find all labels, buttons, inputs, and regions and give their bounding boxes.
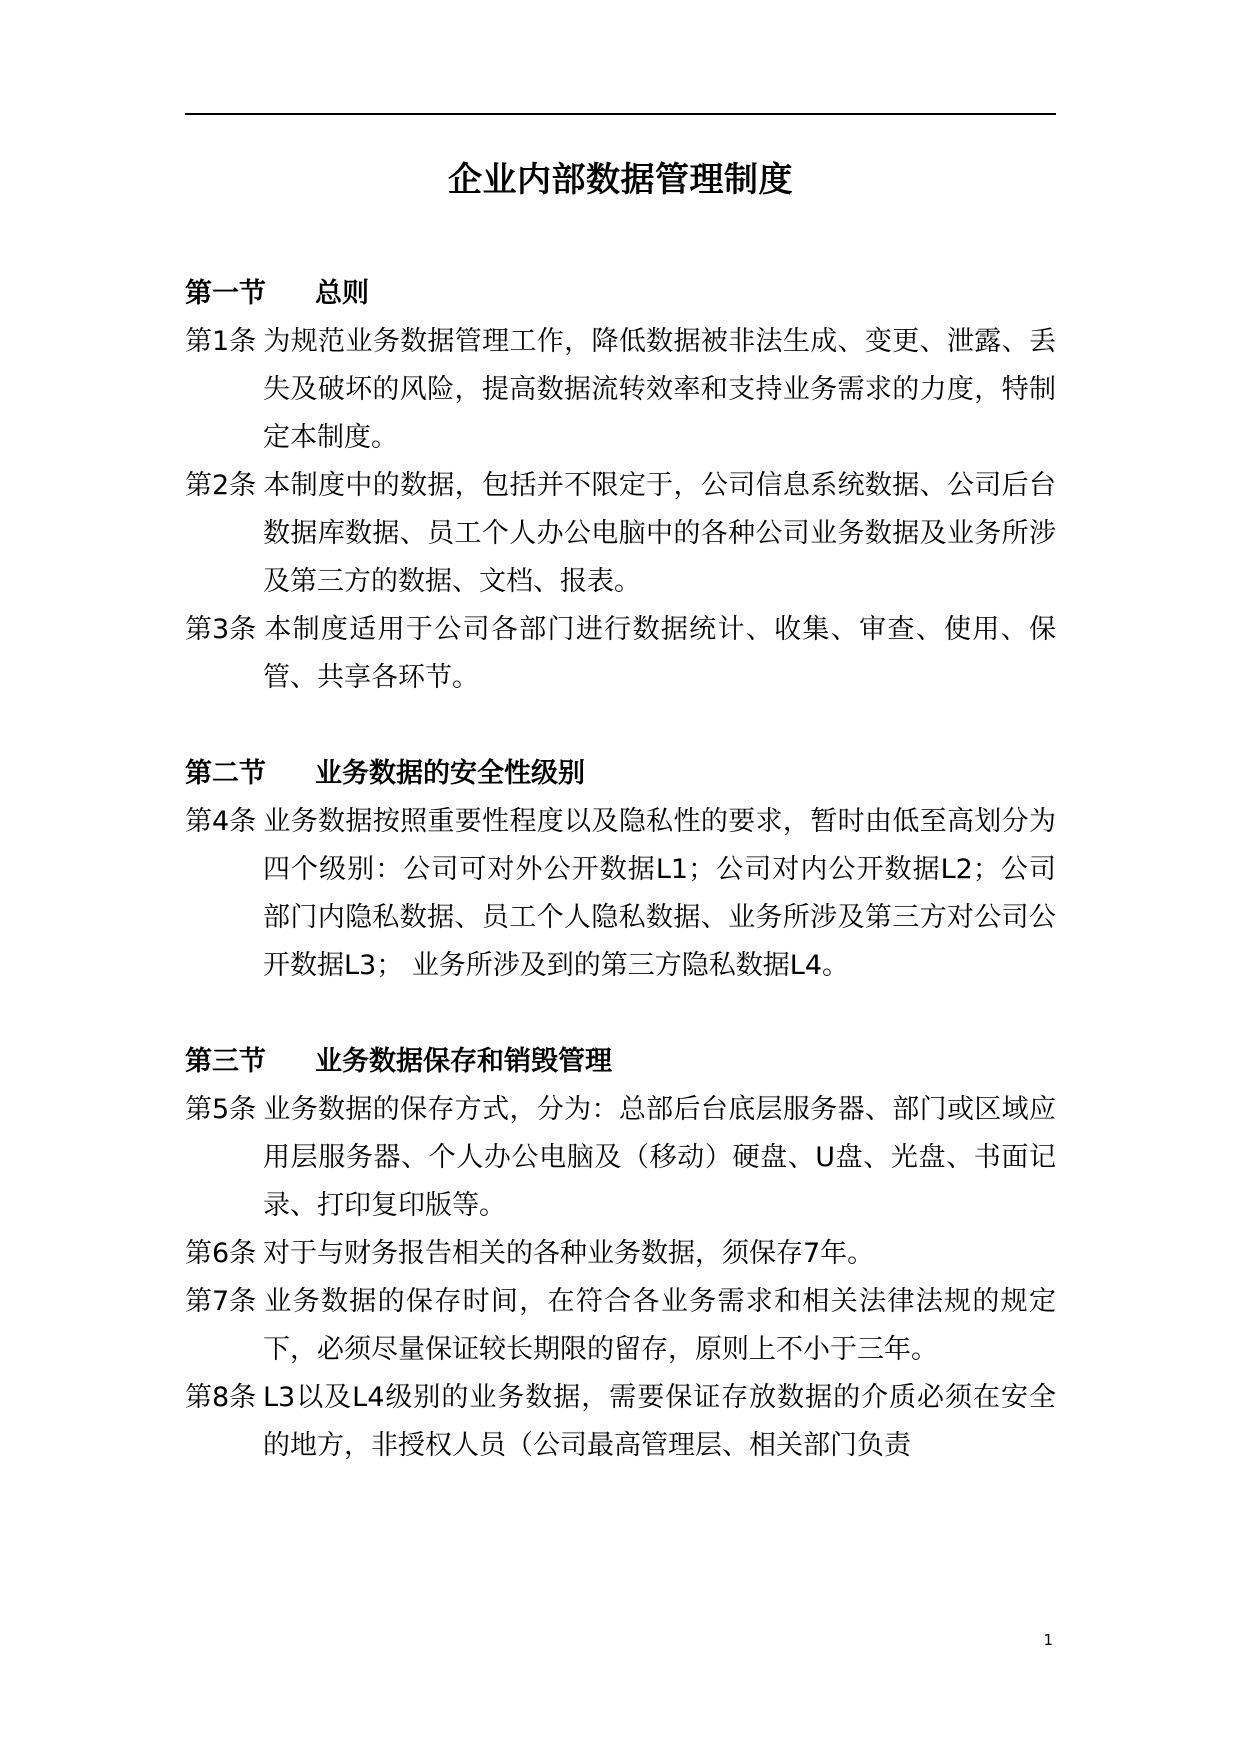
section-heading (185, 750, 1056, 798)
article-text: 业务数据按照重要性程度以及隐私性的要求，暂时由低至高划分为四个级别：公司可对外公开数据L1；公司对内公开数据L2；公司部门内隐私数据、员工个人隐私数据、业务所涉及第三方对公司公开数据L3； 业务所涉及到的第三方隐私数据L4。 (263, 806, 1056, 981)
article-7 (185, 1278, 1056, 1374)
section-general (185, 270, 1056, 702)
article-5 (185, 1086, 1056, 1230)
article-8 (185, 1374, 1056, 1470)
article-number: 第2条 (185, 470, 257, 501)
section-title: 总则 (315, 278, 369, 309)
article-text: 对于与财务报告相关的各种业务数据，须保存7年。 (263, 1238, 875, 1269)
article-text: L3以及L4级别的业务数据，需要保证存放数据的介质必须在安全的地方，非授权人员（公司最高管理层、相关部门负责 (263, 1382, 1056, 1461)
section-number: 第二节 (185, 758, 266, 789)
section-heading (185, 1038, 1056, 1086)
page-number: 1 (1043, 1631, 1053, 1649)
article-number: 第6条 (185, 1238, 257, 1269)
section-title: 业务数据保存和销毁管理 (315, 1046, 612, 1077)
article-3 (185, 606, 1056, 702)
section-number: 第三节 (185, 1046, 266, 1077)
article-number: 第3条 (185, 614, 257, 645)
article-text: 本制度中的数据，包括并不限定于，公司信息系统数据、公司后台数据库数据、员工个人办公电脑中的各种公司业务数据及业务所涉及第三方的数据、文档、报表。 (263, 470, 1056, 597)
article-6 (185, 1230, 1056, 1278)
article-number: 第5条 (185, 1094, 257, 1125)
section-number: 第一节 (185, 278, 266, 309)
header-rule (185, 113, 1056, 115)
article-text: 为规范业务数据管理工作，降低数据被非法生成、变更、泄露、丢失及破坏的风险，提高数据流转效率和支持业务需求的力度，特制定本制度。 (263, 326, 1056, 453)
article-text: 本制度适用于公司各部门进行数据统计、收集、审查、使用、保管、共享各环节。 (263, 614, 1056, 693)
article-4 (185, 798, 1056, 990)
section-title: 业务数据的安全性级别 (315, 758, 585, 789)
article-number: 第7条 (185, 1286, 257, 1317)
section-storage-destruction (185, 1038, 1056, 1470)
section-security-levels (185, 750, 1056, 990)
document-title: 企业内部数据管理制度 (448, 160, 793, 200)
section-heading (185, 270, 1056, 318)
document-body (185, 270, 1056, 1470)
article-1 (185, 318, 1056, 462)
article-2 (185, 462, 1056, 606)
article-number: 第8条 (185, 1382, 257, 1413)
article-text: 业务数据的保存时间，在符合各业务需求和相关法律法规的规定下，必须尽量保证较长期限的留存，原则上不小于三年。 (263, 1286, 1056, 1365)
article-number: 第1条 (185, 326, 257, 357)
article-text: 业务数据的保存方式，分为：总部后台底层服务器、部门或区域应用层服务器、个人办公电脑及（移动）硬盘、U盘、光盘、书面记录、打印复印版等。 (263, 1094, 1056, 1221)
article-number: 第4条 (185, 806, 257, 837)
